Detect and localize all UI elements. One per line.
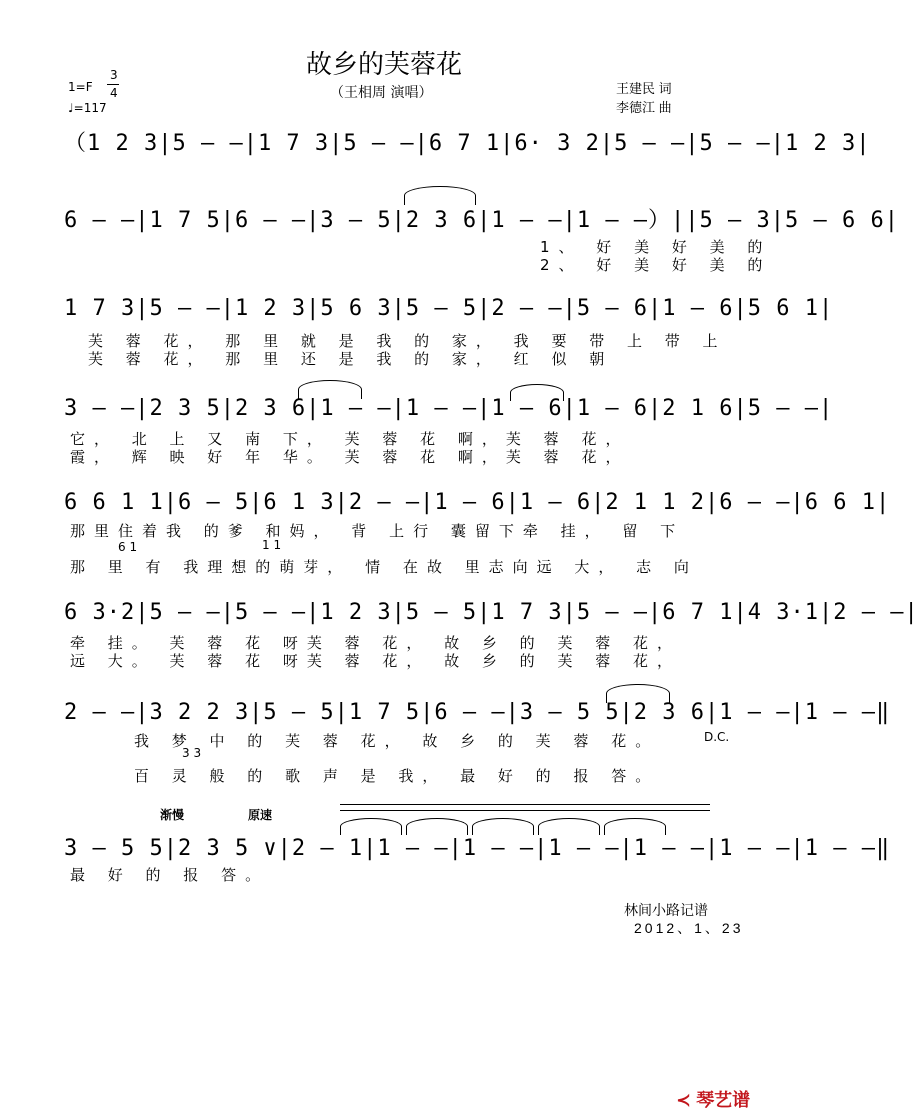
lyric-line-4-1: 它， 北 上 又 南 下， 芙 蓉 花 啊，芙 蓉 花， [70, 430, 630, 448]
time-signature-top: 3 [110, 68, 118, 82]
lyric-line-5-1: 那里住着我 的爹 和妈， 背 上行 囊留下牵 挂， 留 下 [70, 522, 685, 540]
lyric-line-6-1: 牵 挂。 芙 蓉 花 呀芙 蓉 花， 故 乡 的 芙 蓉 花， [70, 634, 681, 652]
a-tempo-mark: 原速 [248, 808, 273, 822]
lyric-line-6-2: 远 大。 芙 蓉 花 呀芙 蓉 花， 故 乡 的 芙 蓉 花， [70, 652, 681, 670]
lyric-line-7-2: 百 灵 般 的 歌 声 是 我， 最 好 的 报 答。 [134, 767, 660, 785]
quarter-note-icon: ♩ [68, 101, 74, 115]
slur-arc [510, 384, 564, 401]
notation-system-5: 6 6 1 1|6 – 5|6 1 3|2 – –|1 – 6|1 – 6|2 1 1 2|6 – –|6 6 1| [64, 490, 891, 515]
notation-system-4: 3 – –|2 3 5|2 3 6|1 – –|1 – –|1 – 6|1 – 6|2 1 6|5 – –| [64, 396, 834, 421]
notation-system-2: 6 – –|1 7 5|6 – –|3 – 5|2 3 6|1 – –|1 – –）||5 – 3|5 – 6 6| [64, 208, 899, 233]
brand-watermark [676, 1086, 750, 1112]
time-signature-bottom: 4 [110, 86, 118, 100]
lyric-line-2-2: 2、 好 美 好 美 的 [540, 256, 772, 274]
grace-notes-5-1: 6 1 [118, 540, 138, 554]
slur-arc [340, 818, 402, 835]
lyricist-credit: 王建民 词 [616, 81, 672, 96]
page-title: 故乡的芙蓉花 [306, 50, 463, 80]
slur-arc [406, 818, 468, 835]
time-signature-divider [107, 84, 119, 85]
key-signature: 1=F [68, 80, 93, 94]
lyric-line-2-1: 1、 好 美 好 美 的 [540, 238, 772, 256]
notation-system-1: （1 2 3|5 – –|1 7 3|5 – –|6 7 1|6· 3 2|5 – –|5 – –|1 2 3| [64, 131, 871, 156]
ending-line-top [340, 804, 710, 805]
lyric-line-7-1: 我 梦 中 的 芙 蓉 花， 故 乡 的 芙 蓉 花。 [134, 732, 660, 750]
notation-system-8: 3 – 5 5|2 3 5 ∨|2 – 1|1 – –|1 – –|1 – –|1 – –|1 – –|1 – –‖ [64, 836, 891, 861]
slur-arc [404, 186, 476, 205]
notation-system-7: 2 – –|3 2 2 3|5 – 5|1 7 5|6 – –|3 – 5 5|2 3 6|1 – –|1 – –‖ [64, 700, 891, 725]
lyric-line-3-2: 芙 蓉 花， 那 里 还 是 我 的 家， 红 似 朝 [88, 350, 614, 368]
da-capo-mark: D.C. [704, 730, 730, 744]
brand-logo-icon: ≺ [676, 1090, 692, 1111]
slur-arc [606, 684, 670, 703]
tempo-marking [68, 101, 107, 115]
transcription-date: 2012、1、23 [634, 920, 744, 936]
slur-arc [298, 380, 362, 399]
ending-line-bottom [340, 810, 710, 811]
slur-arc [538, 818, 600, 835]
lyric-line-8-1: 最 好 的 报 答。 [70, 866, 270, 884]
lyric-line-5-2: 那 里 有 我理想的萌芽， 情 在故 里志向远 大， 志 向 [70, 558, 698, 576]
transcriber-credit: 林间小路记谱 [624, 902, 708, 918]
ritardando-mark: 渐慢 [160, 808, 185, 822]
grace-notes-5-2: 1 1 [262, 538, 282, 552]
grace-notes-7: 3 3 [182, 746, 202, 760]
slur-arc [472, 818, 534, 835]
performer-credit: （王相周 演唱） [330, 85, 433, 101]
notation-system-6: 6 3·2|5 – –|5 – –|1 2 3|5 – 5|1 7 3|5 – –|6 7 1|4 3·1|2 – –| [64, 600, 919, 625]
tempo-value: =117 [73, 101, 107, 115]
brand-name: 琴艺谱 [696, 1090, 751, 1111]
lyric-line-3-1: 芙 蓉 花， 那 里 就 是 我 的 家， 我 要 带 上 带 上 [88, 332, 727, 350]
lyric-line-4-2: 霞， 辉 映 好 年 华。 芙 蓉 花 啊，芙 蓉 花， [70, 448, 630, 466]
slur-arc [604, 818, 666, 835]
notation-system-3: 1 7 3|5 – –|1 2 3|5 6 3|5 – 5|2 – –|5 – 6|1 – 6|5 6 1| [64, 296, 834, 321]
composer-credit: 李德江 曲 [616, 100, 672, 115]
